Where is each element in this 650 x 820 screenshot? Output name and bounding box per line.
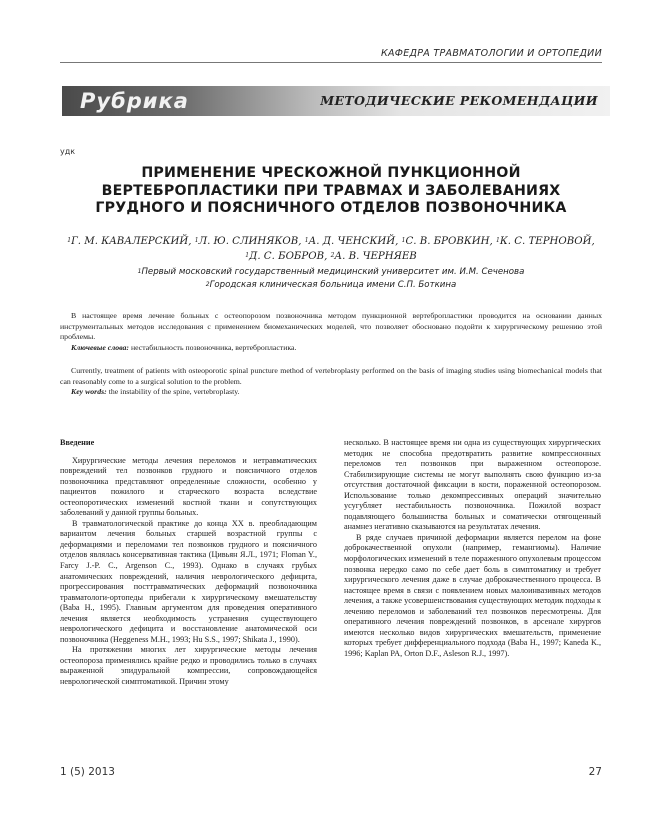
keywords-text: нестабильность позвоночника, вертебропластика. (130, 342, 297, 352)
affiliations (60, 266, 602, 292)
keywords (60, 387, 602, 398)
abstract-ru (60, 311, 602, 353)
paragraph: На протяжении многих лет хирургические методы лечения остеопороза применялись крайне редко и проводились только в случаях выраженной эпидуральной компрессии, сопровождающейся неврологической симптоматикой. Причин этому (60, 645, 317, 687)
author-sup: 1 (496, 237, 500, 244)
section-label: МЕТОДИЧЕСКИЕ РЕКОМЕНДАЦИИ (320, 93, 598, 108)
affiliation (60, 266, 602, 279)
author-sup: 1 (245, 252, 250, 259)
author-sup: 1 (401, 237, 406, 244)
abstract-text: Currently, treatment of patients with osteoporotic spinal puncture method of vertebroplasty performed on the basis of imaging studies using biomechanical models that can reasonably come to a surgical solution to the problem. (60, 366, 602, 386)
authors-line (60, 234, 602, 249)
author-sup: 1 (194, 237, 199, 244)
author-name: Г. М. КАВАЛЕРСКИЙ, (71, 236, 192, 247)
page-number: 27 (588, 766, 602, 778)
paragraph: В травматологической практике до конца XX в. преобладающим вариантом лечения больных старшей возрастной группы с деформациями и переломами тел позвонков грудного и поясничного отделов являлась консервативная тактика (Цивьян Я.Л., 1971; Floman Y., Farcy J.-P. C., Argenson C., 1993). Однако в случаях грубых анатомических повреждений, наличия неврологического дефицита, прогрессирования посттравматических деформаций позвоночника травматологи-ортопеды прибегали к хирургическому вмешательству (Baba H., 1995). Главным аргументом для проведения оперативного лечения является необходимость устранения существующего неврологического дефицита и восстановление анатомической оси позвоночника (Heggeness M.H., 1993; Hu S.S., 1997; Shikata J., 1990). (60, 518, 317, 644)
author-name: Л. Ю. СЛИНЯКОВ, (198, 236, 302, 247)
section-heading: Введение (60, 438, 95, 447)
keywords-text: the instability of the spine, vertebroplasty. (108, 387, 240, 397)
affiliation-sup: 1 (137, 268, 142, 275)
author-name: А. Д. ЧЕНСКИЙ, (308, 236, 399, 247)
affiliation-text: Первый московский государственный медицинский университет им. И.М. Сеченова (141, 267, 525, 277)
right-column (344, 438, 601, 659)
keywords (60, 343, 602, 354)
author-sup: 1 (304, 237, 309, 244)
paragraph: несколько. В настоящее время ни одна из существующих хирургических методик не способна предотвратить развитие компрессионных переломов тел позвонков при выраженном остеопорозе. Стабилизирующие системы не могут выполнять свою функцию из-за отсутствия достаточной фиксации в кости, пораженной остеопорозом. Использование только декомпрессивных операций значительно усугубляет нестабильность позвоночника. Пожилой возраст подавляющего большинства больных и соматически отягощенный анамнез негативно сказываются на результатах лечения. (344, 438, 601, 532)
affiliation (60, 279, 602, 292)
author-sup: 2 (330, 252, 335, 259)
title-line: ПРИМЕНЕНИЕ ЧРЕСКОЖНОЙ ПУНКЦИОННОЙ (141, 165, 521, 181)
keywords-label: Ключевые слова: (71, 342, 130, 352)
authors-line (60, 249, 602, 264)
paragraph: Хирургические методы лечения переломов и нетравматических повреждений тел позвонков грудного и поясничного отделов позвоночника представляют определенные сложности, особенно у пациентов пожилого и старческого возраста вследствие остеопоротических изменений костной ткани и сопутствующих заболеваний у данной группы больных. (60, 455, 317, 518)
author-sup: 1 (67, 237, 72, 244)
paragraph: В ряде случаев причиной деформации является перелом на фоне доброкачественной опухоли (например, гемангиомы). Наличие морфологических изменений в теле пораженного опухолевым процессом позвонка нередко само по себе дает боль в симптоматику и требует хирургического лечения даже в случае доброкачественного процесса. В настоящее время в связи с появлением новых малоинвазивных методов лечения, а также усовершенствования существующих методик подходы к лечению переломов и заболеваний тел позвонков пересмотрены. Для оперативного лечения повреждений позвонков, в арсенале хирургов имеются несколько видов хирургических вмешательств, применение которых требует дифференциального подхода (Baba H., 1997; Kaneda K., 1996; Kaplan PA, Orton D.F., Asleson R.J., 1997). (344, 532, 601, 658)
left-column (60, 438, 317, 688)
author-name: К. С. ТЕРНОВОЙ, (499, 236, 595, 247)
abstract-en (60, 366, 602, 398)
issue-number: 1 (5) 2013 (60, 766, 115, 778)
author-name: А. В. ЧЕРНЯЕВ (334, 251, 417, 262)
title-line: ГРУДНОГО И ПОЯСНИЧНОГО ОТДЕЛОВ ПОЗВОНОЧНИКА (95, 200, 567, 216)
rubric-label: Рубрика (80, 89, 189, 113)
abstract-text: В настоящее время лечение больных с остеопорозом позвоночника методом пункционной вертебропластики проводится на основании данных инструментальных методов исследования с применением биомеханических моделей, что позволяет обосновано подойти к хирургическому решению этой проблемы. (60, 311, 602, 342)
udk-label: удк (60, 147, 76, 156)
affiliation-text: Городская клиническая больница имени С.П. Боткина (209, 280, 457, 290)
author-name: Д. С. БОБРОВ, (249, 251, 328, 262)
author-name: С. В. БРОВКИН, (405, 236, 493, 247)
keywords-label: Key words: (71, 387, 107, 397)
authors (60, 234, 602, 264)
running-head: КАФЕДРА ТРАВМАТОЛОГИИ И ОРТОПЕДИИ (380, 48, 602, 59)
header-rule (60, 62, 602, 63)
affiliation-sup: 2 (205, 281, 210, 288)
title-line: ВЕРТЕБРОПЛАСТИКИ ПРИ ТРАВМАХ И ЗАБОЛЕВАНИЯХ (101, 182, 561, 199)
article-title (60, 165, 602, 218)
section-banner (62, 86, 610, 116)
